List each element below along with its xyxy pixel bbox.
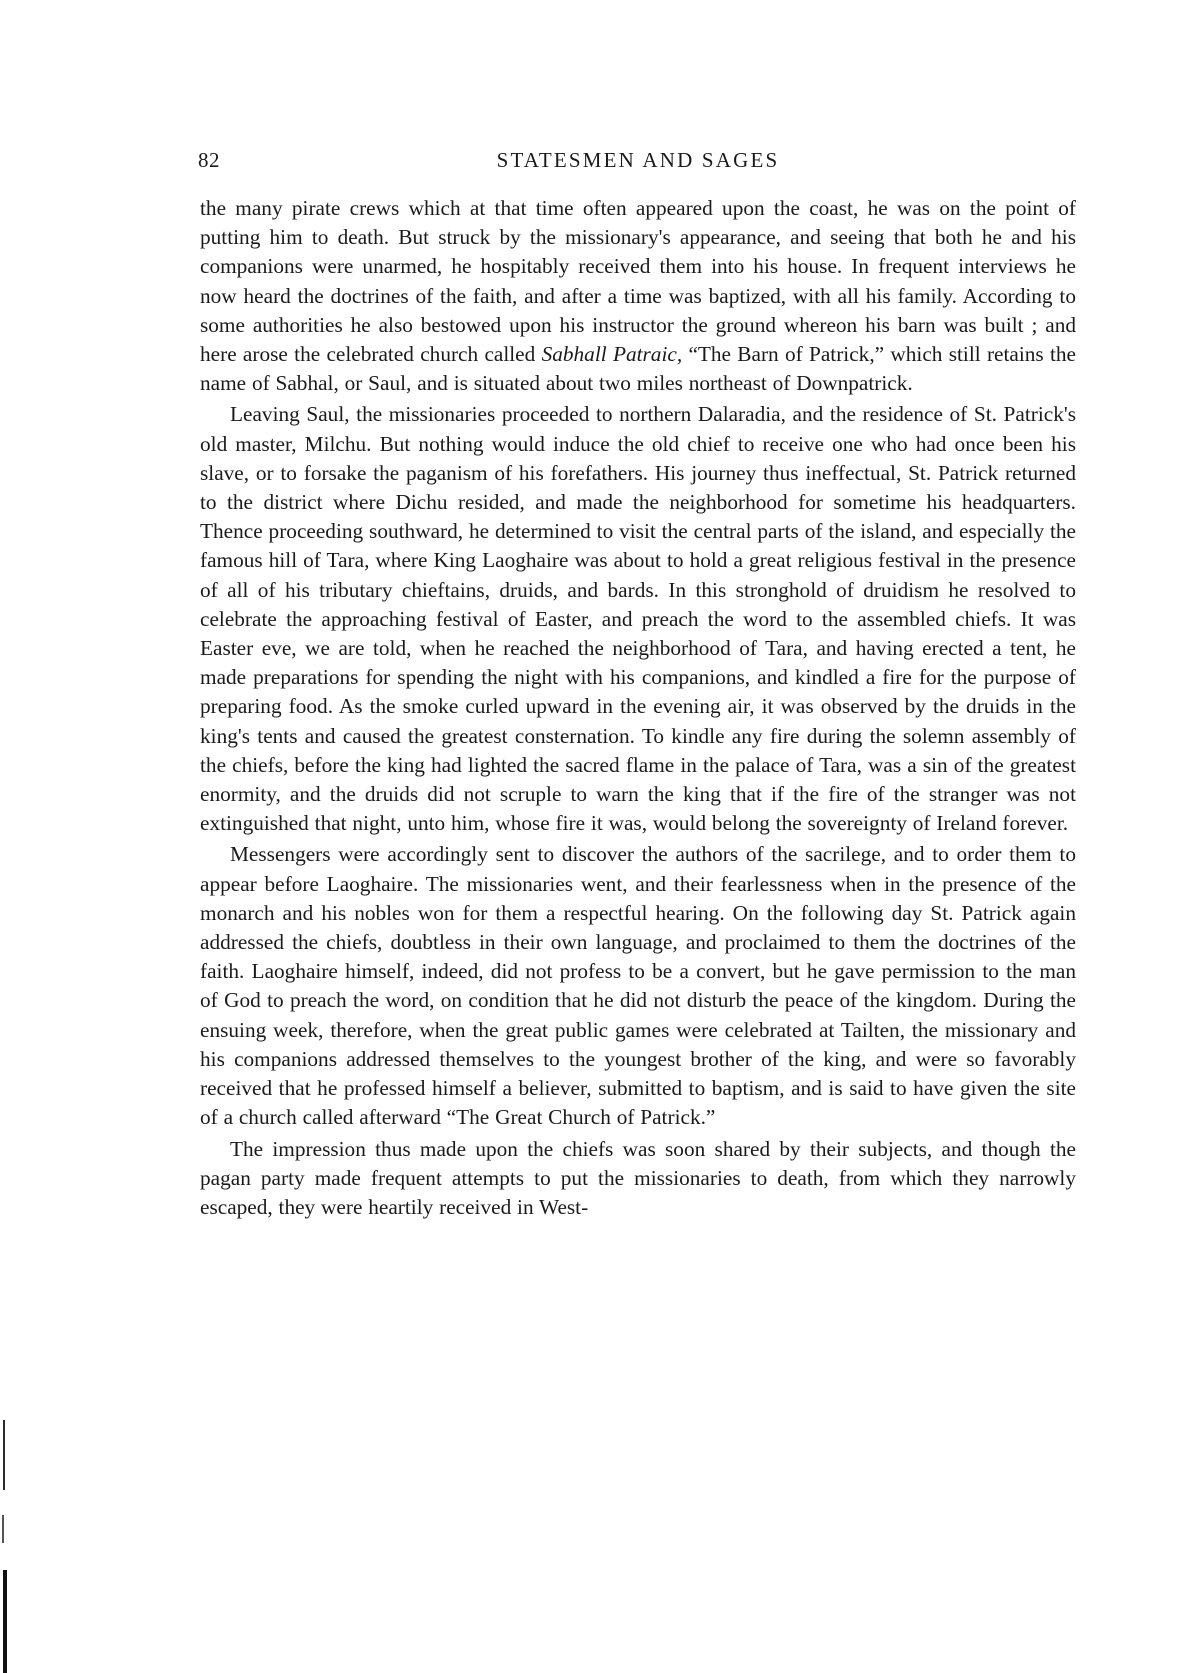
paragraph-4: The impression thus made upon the chiefs was soon shared by their subjects, and though the pagan party made frequent attempts to put the missionaries to death, from which they narrowly escaped, they were heartily received in West- <box>200 1136 1076 1219</box>
paragraph-1-text-start: the many pirate crews which at that time often appeared upon the coast, he was on the point of putting him to death. But struck by the missionary's appearance, and seeing that both he and his companions were unarmed, he hospitably received them into his house. In frequent interviews he now heard the doctrines of the faith, and after a time was baptized, with all his family. According to some authorities he also bestowed upon his instructor the ground whereon his barn was built ; and here arose the celebrated church called <box>200 196 1076 367</box>
scan-edge-mark <box>0 1420 8 1673</box>
running-title: STATESMEN AND SAGES <box>496 148 780 172</box>
scan-edge-line-bottom <box>3 1570 7 1673</box>
paragraph-1 <box>200 194 1076 398</box>
body-text <box>200 194 1076 1222</box>
scan-edge-line-top <box>3 1420 5 1490</box>
page-number: 82 <box>198 148 220 172</box>
paragraph-2: Leaving Saul, the missionaries proceeded to northern Dalaradia, and the residence of St. Patrick's old master, Milchu. But nothing would induce the old chief to receive one who had once been his slave, or to forsake the paganism of his forefathers. His journey thus ineffectual, St. Patrick returned to the district where Dichu resided, and made the neighborhood for sometime his headquarters. Thence proceeding southward, he determined to visit the central parts of the island, and especially the famous hill of Tara, where King Laoghaire was about to hold a great religious festival in the presence of all of his tributary chieftains, druids, and bards. In this stronghold of druidism he resolved to celebrate the approaching festival of Easter, and preach the word to the assembled chiefs. It was Easter eve, we are told, when he reached the neighborhood of Tara, and having erected a tent, he made preparations for spending the night with his companions, and kindled a fire for the purpose of preparing food. As the smoke curled upward in the evening air, it was observed by the druids in the king's tents and caused the greatest consternation. To kindle any fire during the solemn assembly of the chiefs, before the king had lighted the sacred flame in the palace of Tara, was a sin of the greatest enormity, and the druids did not scruple to warn the king that if the fire of the stranger was not extinguished that night, unto him, whose fire it was, would belong the sovereignty of Ireland forever. <box>200 402 1076 836</box>
italic-church-name: Sabhall Patraic, <box>541 342 683 367</box>
running-head <box>198 148 1078 184</box>
paragraph-1-text-end: “The Barn of Patrick,” which still retains the name of Sabhal, or Saul, and is situated about two miles northeast of Downpatrick. <box>200 342 1077 396</box>
scan-edge-line-middle <box>2 1515 4 1543</box>
paragraph-3: Messengers were accordingly sent to discover the authors of the sacrilege, and to order them to appear before Laoghaire. The missionaries went, and their fearlessness when in the presence of the monarch and his nobles won for them a respectful hearing. On the following day St. Patrick again addressed the chiefs, doubtless in their own language, and proclaimed to them the doctrines of the faith. Laoghaire himself, indeed, did not profess to be a convert, but he gave permission to the man of God to preach the word, on condition that he did not disturb the peace of the kingdom. During the ensuing week, therefore, when the great public games were celebrated at Tailten, the missionary and his companions addressed themselves to the youngest brother of the king, and were so favorably received that he professed himself a believer, submitted to baptism, and is said to have given the site of a church called afterward “The Great Church of Patrick.” <box>200 842 1076 1130</box>
